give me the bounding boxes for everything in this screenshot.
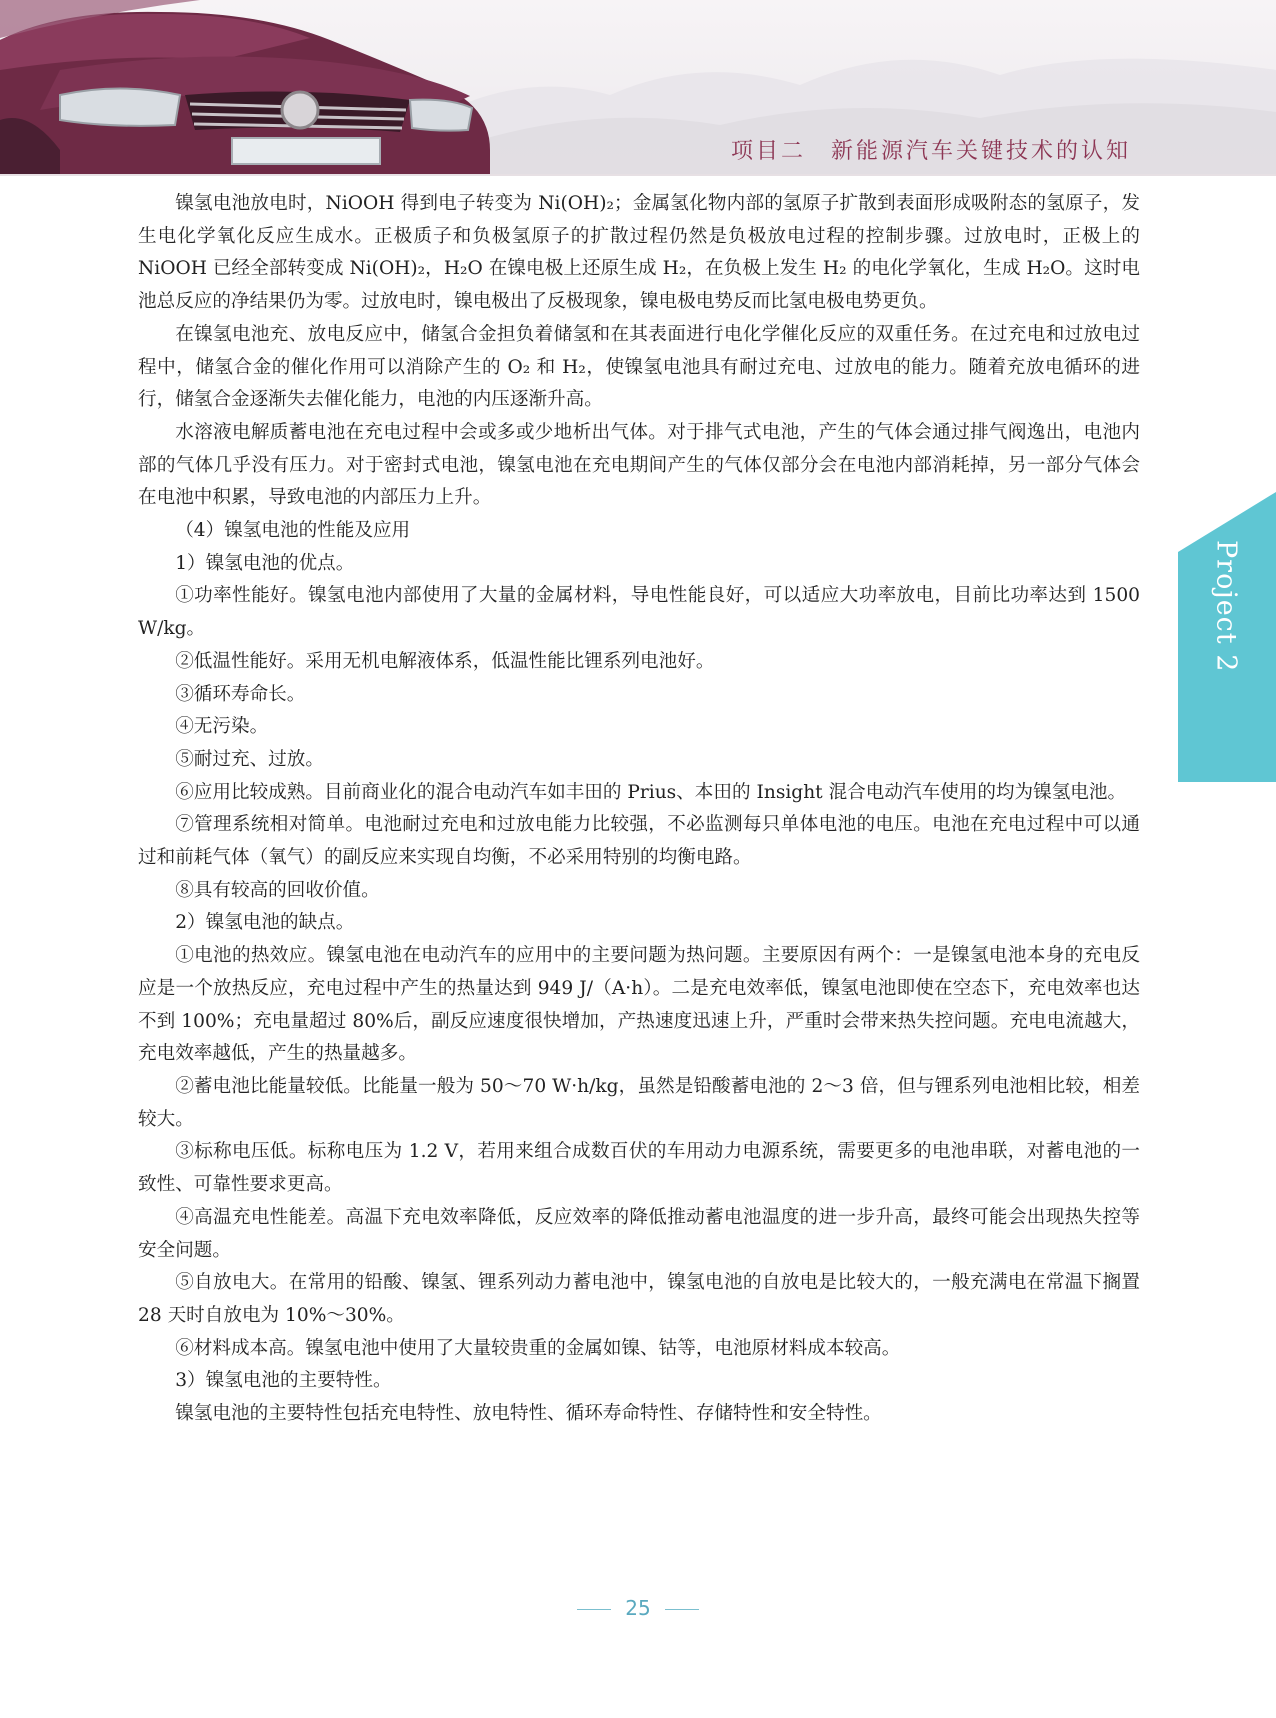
footer-dash-right: [665, 1609, 699, 1610]
list-item: ①功率性能好。镍氢电池内部使用了大量的金属材料，导电性能良好，可以适应大功率放电，目前比功率达到 1500 W/kg。: [138, 585, 1140, 640]
list-item: ④无污染。: [175, 716, 269, 738]
list-item: ⑥应用比较成熟。目前商业化的混合电动汽车如丰田的 Prius、本田的 Insight 混合电动汽车使用的均为镍氢电池。: [175, 781, 1127, 803]
subsection-heading: 3）镍氢电池的主要特性。: [175, 1370, 392, 1392]
body-text: [138, 188, 1140, 1431]
footer-dash-left: [577, 1609, 611, 1610]
paragraph: 镍氢电池放电时，NiOOH 得到电子转变为 Ni(OH)₂；金属氢化物内部的氢原子扩散到表面形成吸附态的氢原子，发生电化学氧化反应生成水。正极质子和负极氢原子的扩散过程仍然是负极放电过程的控制步骤。过放电时，正极上的 NiOOH 已经全部转变成 Ni(OH)₂，H₂O 在镍电极上还原生成 H₂，在负极上发生 H₂ 的电化学氧化，生成 H₂O。这时电池总反应的净结果仍为零。过放电时，镍电极出了反极现象，镍电极电势反而比氢电极电势更负。: [138, 193, 1140, 313]
list-item: ⑤自放电大。在常用的铅酸、镍氢、锂系列动力蓄电池中，镍氢电池的自放电是比较大的，一般充满电在常温下搁置 28 天时自放电为 10%～30%。: [138, 1272, 1140, 1326]
paragraph: 镍氢电池的主要特性包括充电特性、放电特性、循环寿命特性、存储特性和安全特性。: [175, 1403, 882, 1425]
paragraph: 水溶液电解质蓄电池在充电过程中会或多或少地析出气体。对于排气式电池，产生的气体会通过排气阀逸出，电池内部的气体几乎没有压力。对于密封式电池，镍氢电池在充电期间产生的气体仅部分会在电池内部消耗掉，另一部分气体会在电池中积累，导致电池的内部压力上升。: [138, 421, 1140, 509]
page-footer: [0, 1596, 1276, 1620]
list-item: ②蓄电池比能量较低。比能量一般为 50～70 W·h/kg，虽然是铅酸蓄电池的 2～3 倍，但与锂系列电池相比较，相差较大。: [138, 1075, 1140, 1130]
chapter-title: 项目二 新能源汽车关键技术的认知: [730, 139, 1131, 164]
side-tab-label: Project 2: [1210, 540, 1242, 673]
page-number: 25: [625, 1596, 651, 1620]
list-item: ⑦管理系统相对简单。电池耐过充电和过放电能力比较强，不必监测每只单体电池的电压。电池在充电过程中可以通过和前耗气体（氧气）的副反应来实现自均衡，不必采用特别的均衡电路。: [138, 814, 1140, 869]
list-item: ③标称电压低。标称电压为 1.2 V，若用来组合成数百伏的车用动力电源系统，需要更多的电池串联，对蓄电池的一致性、可靠性要求更高。: [138, 1141, 1140, 1196]
list-item: ④高温充电性能差。高温下充电效率降低，反应效率的降低推动蓄电池温度的进一步升高，最终可能会出现热失控等安全问题。: [138, 1206, 1140, 1261]
header-divider: [0, 174, 1276, 176]
list-item: ⑧具有较高的回收价值。: [175, 879, 380, 901]
list-item: ③循环寿命长。: [175, 683, 306, 705]
list-item: ①电池的热效应。镍氢电池在电动汽车的应用中的主要问题为热问题。主要原因有两个：一是镍氢电池本身的充电反应是一个放热反应，充电过程中产生的热量达到 949 J/（A·h）。二是充电效率低，镍氢电池即使在空态下，充电效率也达不到 100%；充电量超过 80%后，副反应速度很快增加，产热速度迅速上升，严重时会带来热失控问题。充电电流越大，充电效率越低，产生的热量越多。: [138, 945, 1140, 1065]
list-item: ⑥材料成本高。镍氢电池中使用了大量较贵重的金属如镍、钴等，电池原材料成本较高。: [175, 1337, 901, 1359]
paragraph: 在镍氢电池充、放电反应中，储氢合金担负着储氢和在其表面进行电化学催化反应的双重任务。在过充电和过放电过程中，储氢合金的催化作用可以消除产生的 O₂ 和 H₂，使镍氢电池具有耐过充电、过放电的能力。随着充放电循环的进行，储氢合金逐渐失去催化能力，电池的内压逐渐升高。: [138, 323, 1140, 411]
list-item: ⑤耐过充、过放。: [175, 748, 324, 770]
subsection-heading: 1）镍氢电池的优点。: [175, 552, 355, 574]
section-heading: （4）镍氢电池的性能及应用: [175, 520, 411, 542]
subsection-heading: 2）镍氢电池的缺点。: [175, 912, 355, 934]
list-item: ②低温性能好。采用无机电解液体系，低温性能比锂系列电池好。: [175, 650, 715, 672]
header-banner: [0, 0, 1276, 176]
